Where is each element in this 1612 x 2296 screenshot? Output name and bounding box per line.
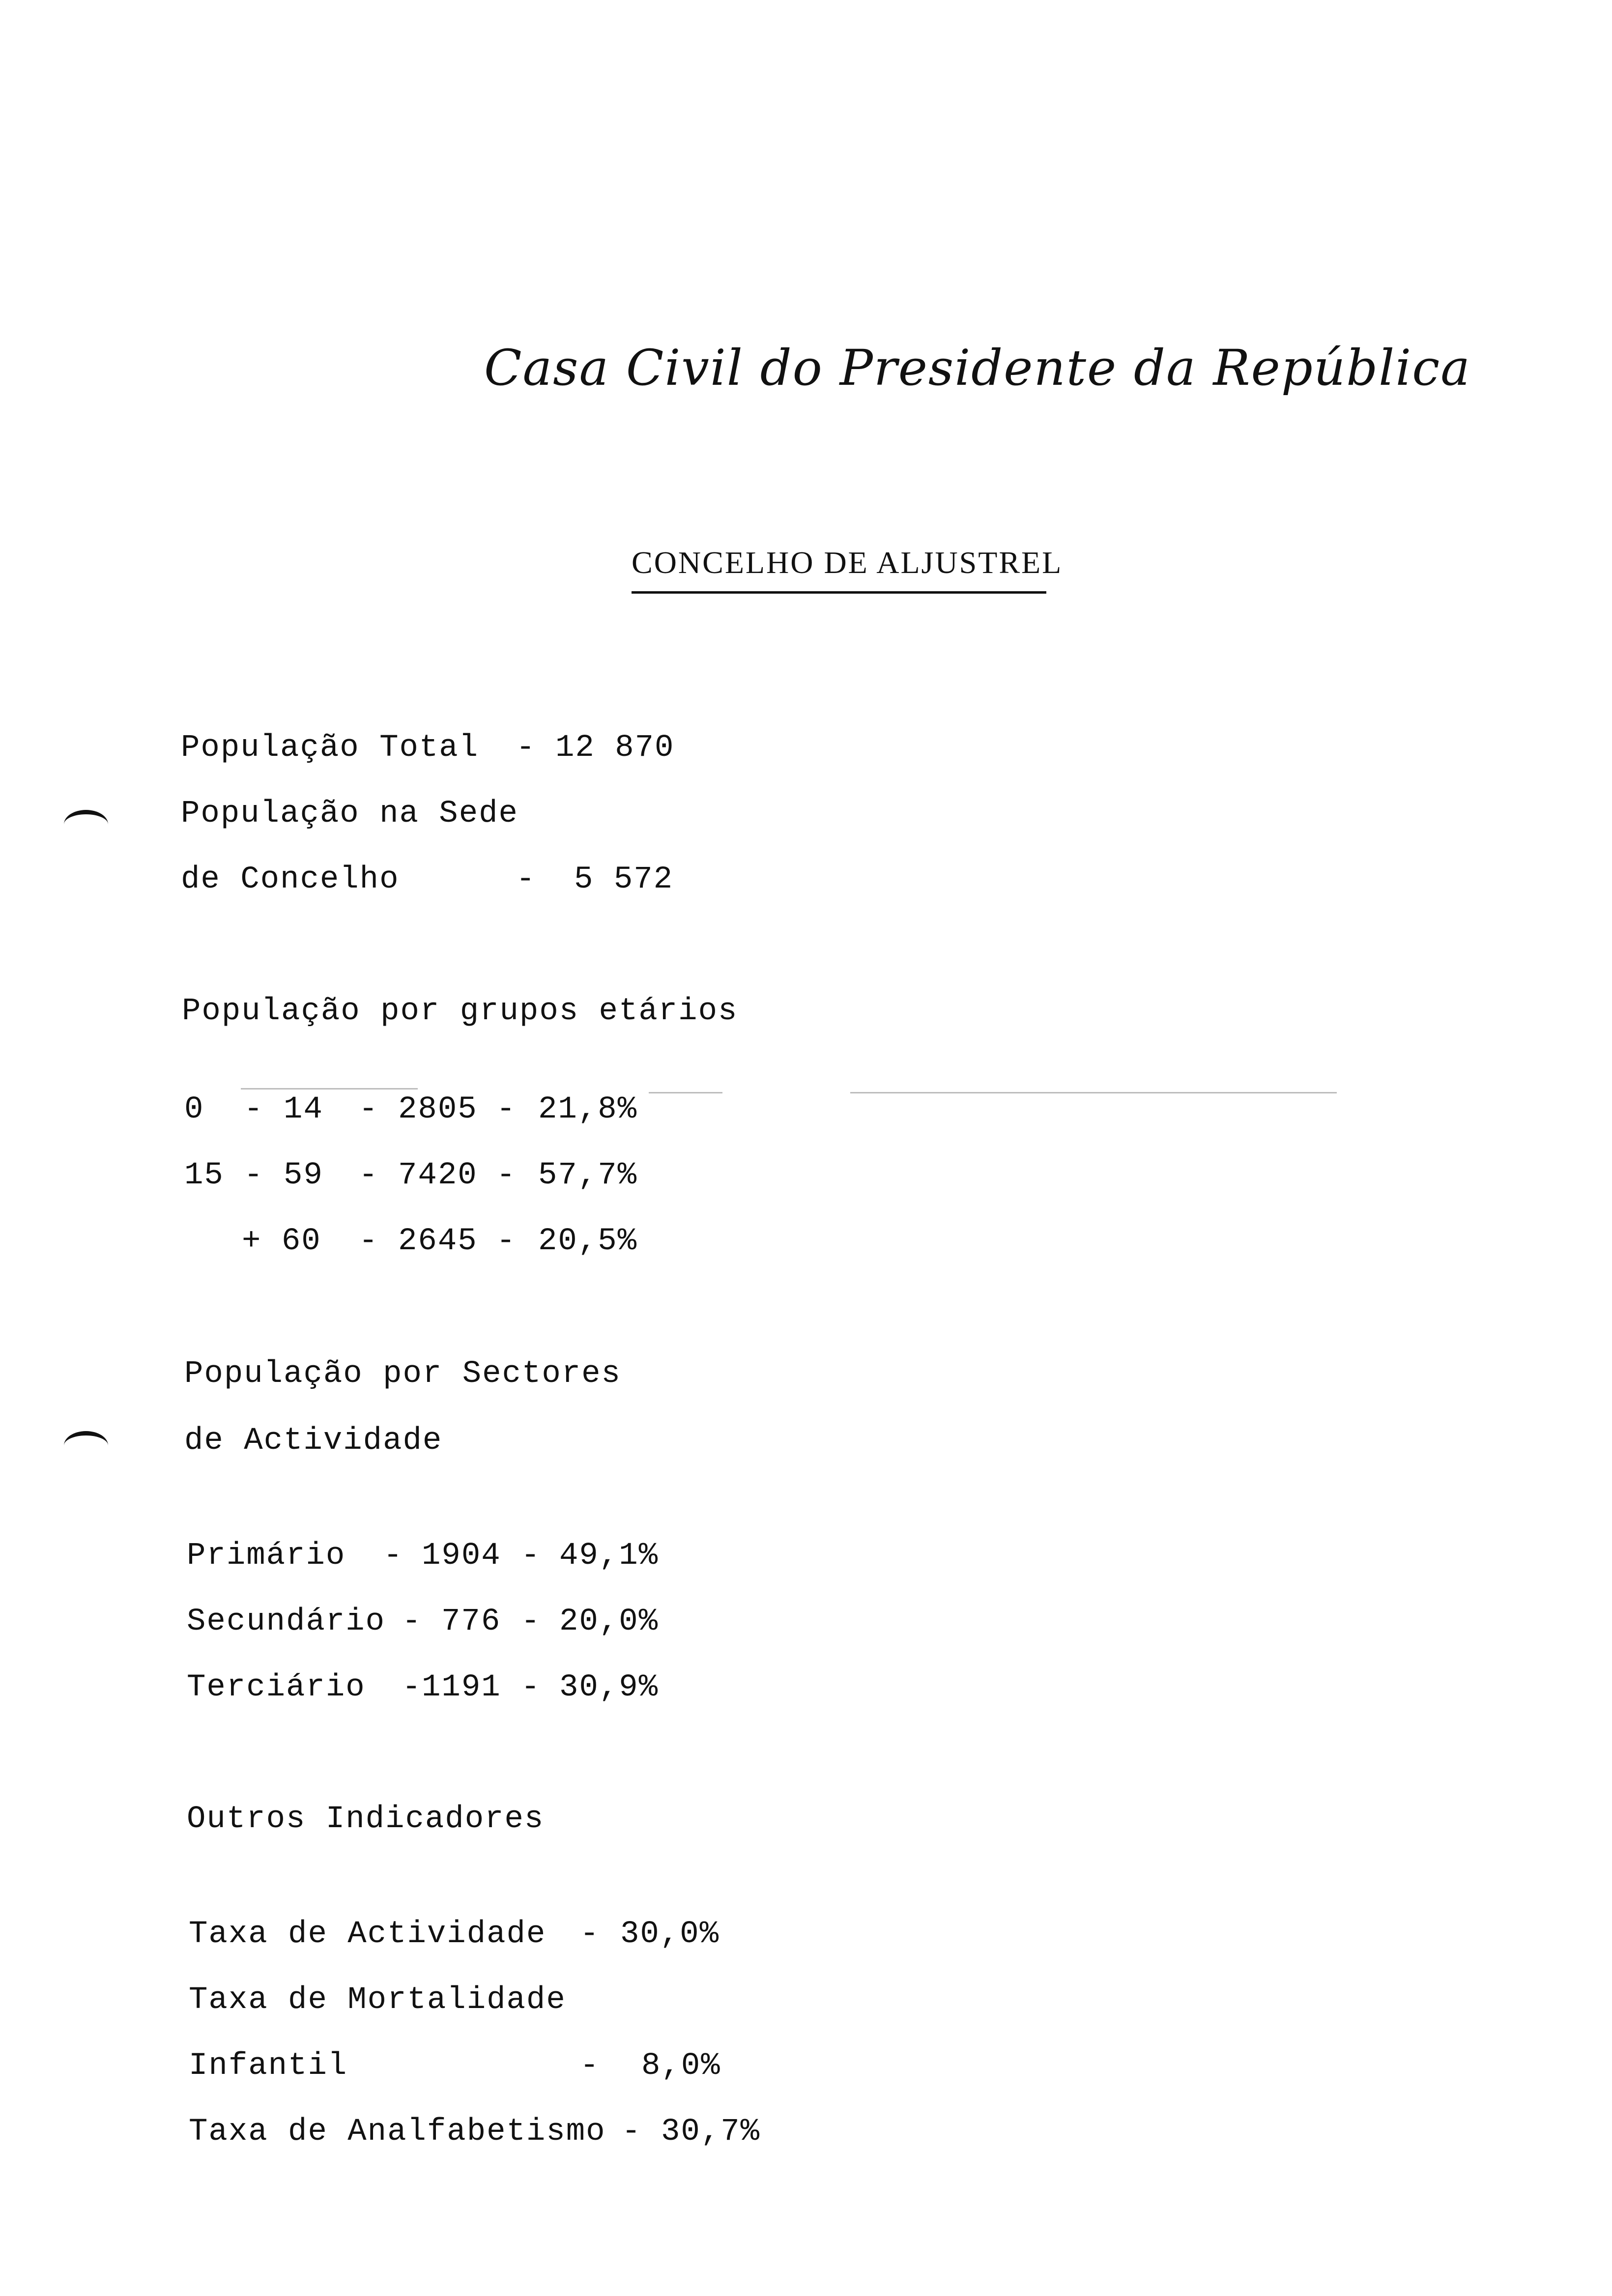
- age-count: 2645: [398, 1224, 478, 1259]
- sector-percent: 30,9%: [559, 1670, 659, 1705]
- separator: -: [580, 2048, 600, 2084]
- separator: -: [521, 1604, 541, 1639]
- separator: -: [359, 1224, 379, 1259]
- separator: -: [580, 1917, 600, 1952]
- page-title: CONCELHO DE ALJUSTREL: [632, 545, 1063, 580]
- age-range: + 60: [242, 1224, 321, 1259]
- infant-mortality-label: Taxa de Mortalidade: [189, 1982, 566, 2018]
- age-range: 0 - 14: [184, 1092, 323, 1127]
- separator: -: [496, 1224, 517, 1259]
- punch-hole-icon: [64, 1431, 108, 1460]
- age-range: 15 - 59: [184, 1158, 323, 1193]
- population-sede-label-cont: de Concelho: [181, 862, 400, 897]
- title-underline: [632, 591, 1046, 594]
- separator: -: [521, 1670, 541, 1705]
- sector-label: Secundário: [187, 1604, 386, 1639]
- sector-percent: 20,0%: [559, 1604, 659, 1639]
- letterhead: Casa Civil do Presidente da República: [484, 339, 1471, 397]
- sector-label: Primário: [187, 1538, 346, 1574]
- activity-rate-value: 30,0%: [620, 1917, 720, 1952]
- separator: -: [402, 1604, 422, 1639]
- sector-percent: 49,1%: [559, 1538, 659, 1574]
- separator: -: [521, 1538, 541, 1574]
- separator: -: [622, 2114, 642, 2150]
- punch-hole-icon: [64, 810, 108, 839]
- separator: -: [516, 730, 536, 766]
- sector-count: 1904: [422, 1538, 501, 1574]
- activity-rate-label: Taxa de Actividade: [189, 1917, 547, 1952]
- age-percent: 21,8%: [538, 1092, 638, 1127]
- separator: -: [402, 1670, 422, 1705]
- separator: -: [496, 1158, 517, 1193]
- sectors-heading-cont: de Actividade: [184, 1423, 443, 1459]
- age-groups-heading: População por grupos etários: [182, 994, 738, 1029]
- sector-label: Terciário: [187, 1670, 366, 1705]
- sector-count: 1191: [422, 1670, 501, 1705]
- illiteracy-rate-label: Taxa de Analfabetismo: [189, 2114, 606, 2150]
- separator: -: [359, 1092, 379, 1127]
- infant-mortality-value: 8,0%: [641, 2048, 721, 2084]
- other-indicators-heading: Outros Indicadores: [187, 1802, 545, 1837]
- separator: -: [516, 862, 536, 897]
- scan-mark: [649, 1092, 722, 1093]
- population-sede-label: População na Sede: [181, 796, 518, 832]
- age-percent: 57,7%: [538, 1158, 638, 1193]
- age-percent: 20,5%: [538, 1224, 638, 1259]
- separator: -: [359, 1158, 379, 1193]
- age-count: 2805: [398, 1092, 478, 1127]
- separator: -: [383, 1538, 403, 1574]
- sector-count: 776: [441, 1604, 501, 1639]
- illiteracy-rate-value: 30,7%: [661, 2114, 761, 2150]
- sectors-heading: População por Sectores: [184, 1356, 621, 1392]
- scan-mark: [241, 1088, 418, 1090]
- scan-mark: [850, 1092, 1337, 1093]
- population-total-label: População Total: [181, 730, 479, 766]
- age-count: 7420: [398, 1158, 478, 1193]
- separator: -: [496, 1092, 517, 1127]
- infant-mortality-label-cont: Infantil: [189, 2048, 348, 2084]
- population-sede-value: 5 572: [574, 862, 674, 897]
- population-total-value: 12 870: [555, 730, 675, 766]
